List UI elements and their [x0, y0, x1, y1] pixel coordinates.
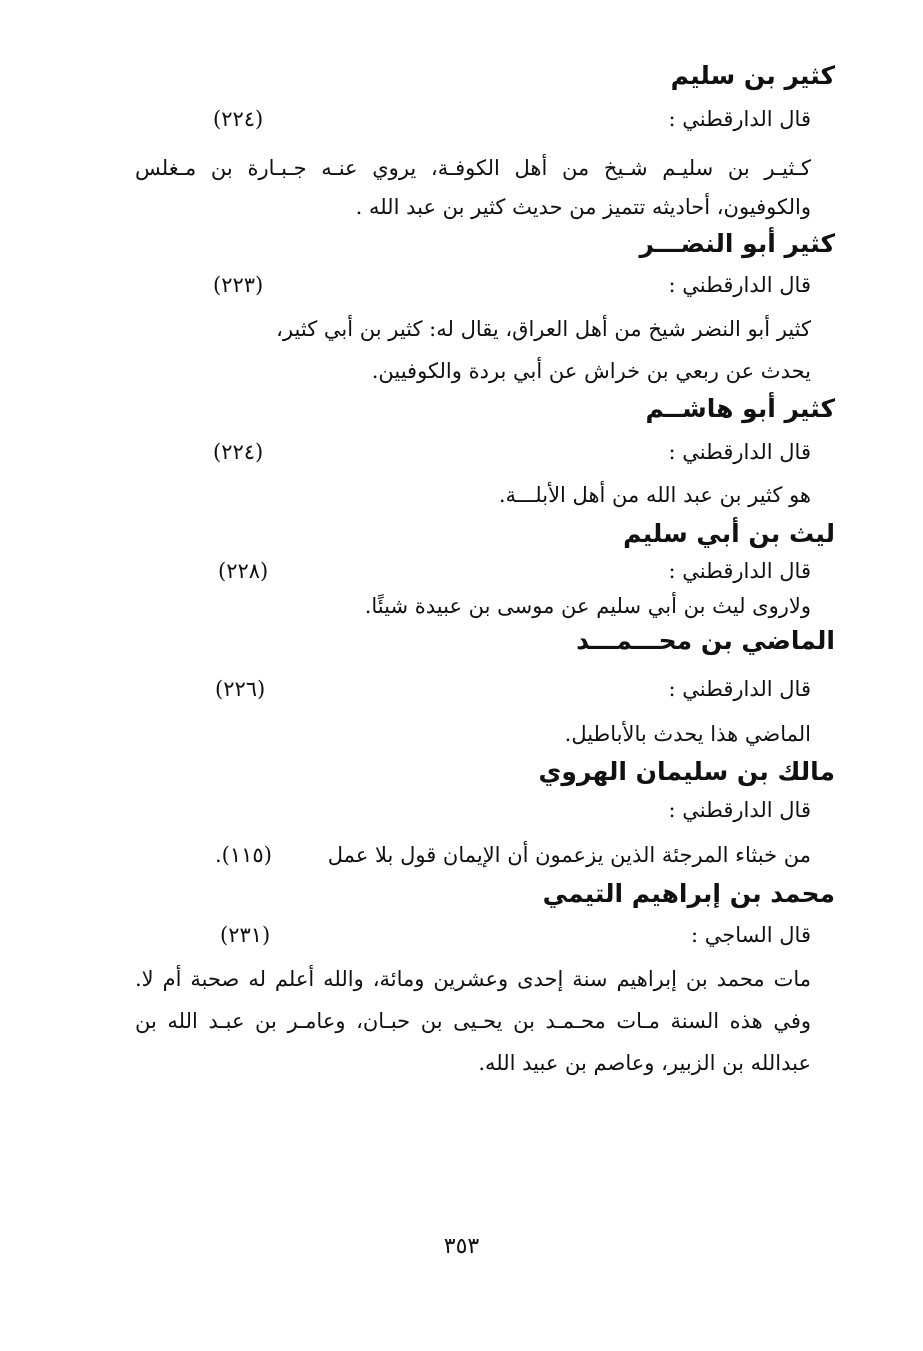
text-line: يحدث عن ربعي بن خراش عن أبي بردة والكوفيين. — [371, 359, 811, 383]
text-line: هو كثير بن عبد الله من أهل الأبلـــة. — [498, 483, 811, 507]
source-label: قال الدارقطني : — [668, 440, 811, 464]
source-label: قال الدارقطني : — [668, 677, 811, 701]
entry-heading: كثير أبو النضـــر — [639, 229, 835, 258]
source-label: قال الساجي : — [691, 923, 811, 947]
text-line: كثير أبو النضر شيخ من أهل العراق، يقال له: كثير بن أبي كثير، — [276, 317, 811, 341]
text-line: مات محمد بن إبراهيم سنة إحدى وعشرين ومائة، والله أعلم له صحبة أم لا. — [135, 967, 811, 991]
text-line: الماضي هذا يحدث بالأباطيل. — [564, 722, 811, 746]
entry-heading: ليث بن أبي سليم — [623, 519, 835, 548]
text-line: عبدالله بن الزبير، وعاصم بن عبيد الله. — [478, 1051, 811, 1075]
reference-number: (٢٣١) — [220, 923, 271, 947]
entry-heading: مالك بن سليمان الهروي — [538, 757, 835, 786]
source-label: قال الدارقطني : — [668, 273, 811, 297]
text-line: ولاروى ليث بن أبي سليم عن موسى بن عبيدة شيئًا. — [364, 594, 811, 618]
reference-number: (٢٢٨) — [218, 559, 269, 583]
entry-heading: كثير أبو هاشــم — [645, 394, 835, 423]
text-line: والكوفيون، أحاديثه تتميز من حديث كثير بن عبد الله . — [355, 195, 811, 219]
reference-number: (١١٥). — [215, 843, 272, 867]
page-number: ٣٥٣ — [443, 1234, 480, 1259]
source-label: قال الدارقطني : — [668, 798, 811, 822]
reference-number: (٢٢٤) — [213, 440, 264, 464]
source-label: قال الدارقطني : — [668, 559, 811, 583]
text-line: من خبثاء المرجئة الذين يزعمون أن الإيمان قول بلا عمل — [327, 843, 811, 867]
text-line: كـثيـر بن سليـم شـيخ من أهل الكوفـة، يروي عنـه جـبـارة بن مـغلس — [135, 156, 811, 180]
text-line: وفي هذه السنة مـات محـمـد بن يحـيى بن حبـان، وعامـر بن عبـد الله بن — [135, 1009, 811, 1033]
reference-number: (٢٢٤) — [213, 107, 264, 131]
entry-heading: الماضي بن محـــمـــد — [576, 626, 835, 655]
entry-heading: محمد بن إبراهيم التيمي — [542, 879, 835, 908]
source-label: قال الدارقطني : — [668, 107, 811, 131]
reference-number: (٢٢٦) — [215, 677, 266, 701]
reference-number: (٢٢٣) — [213, 273, 264, 297]
entry-heading: كثير بن سليم — [670, 61, 835, 90]
